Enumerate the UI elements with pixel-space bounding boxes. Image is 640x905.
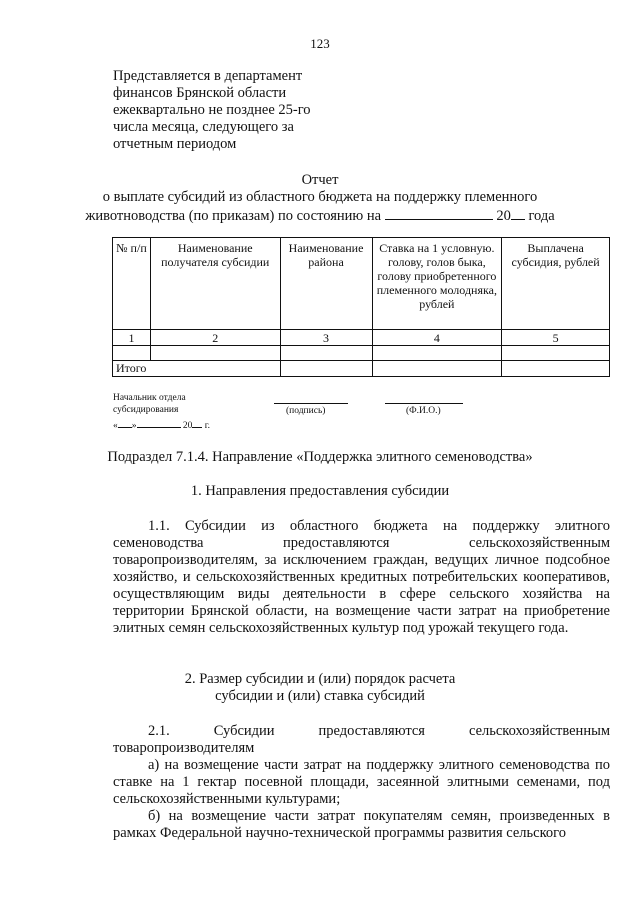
notice-line: ежеквартально не позднее 25-го: [113, 102, 311, 118]
year-blank: [192, 417, 202, 428]
word: поддержку: [472, 518, 540, 534]
date-blank: [385, 206, 493, 220]
word: областного: [289, 518, 359, 534]
date-quote-close: »: [131, 421, 137, 431]
section-2-line-1: [148, 723, 610, 740]
column-number: 4: [372, 330, 502, 346]
word: предоставляются: [283, 535, 390, 551]
item-b: б) на возмещение части затрат покупателям семян, произведенных в рамках Федеральной научно-технической программы развития сельского: [113, 808, 610, 841]
year-blank: [511, 206, 525, 220]
section-1-title: 1. Направления предоставления субсидии: [190, 483, 450, 499]
total-row: [113, 361, 610, 377]
column-header: Ставка на 1 условную. голову, голов быка, голову приобретенного племенного молодняка, рублей: [372, 238, 502, 330]
word: Субсидии: [185, 518, 246, 534]
column-header: Выплачена субсидия, рублей: [502, 238, 610, 330]
report-subtitle-line-2: [0, 206, 640, 225]
subsidy-report-table: [112, 237, 610, 377]
item-a: а) на возмещение части затрат на поддержку элитного семеноводства по ставке на 1 гектар посевной площади, засеянной элитными семенами, под сельскохозяйственными культурами;: [113, 757, 610, 807]
column-number: 5: [502, 330, 610, 346]
empty-cell: [280, 361, 372, 377]
column-number: 3: [280, 330, 372, 346]
empty-cell: [150, 346, 280, 361]
notice-line: Представляется в департамент: [113, 68, 303, 84]
word: на: [442, 518, 458, 534]
date-quote-open: «: [113, 421, 118, 431]
word: семеноводства: [113, 535, 204, 551]
empty-cell: [372, 361, 502, 377]
column-header: Наименование района: [280, 238, 372, 330]
report-title: Отчет: [301, 172, 339, 188]
column-header: № п/п: [113, 238, 151, 330]
name-label: (Ф.И.О.): [406, 406, 441, 416]
word: бюджета: [373, 518, 428, 534]
signature-date: [113, 417, 210, 432]
word: элитного: [554, 518, 610, 534]
subsection-title: Подраздел 7.1.4. Направление «Поддержка элитного семеноводства»: [107, 449, 533, 465]
name-line: [385, 403, 463, 404]
page-number: 123: [310, 36, 330, 51]
month-blank: [137, 417, 181, 428]
word: Субсидии: [213, 723, 275, 739]
section-1-line-1: [148, 518, 610, 535]
date-suffix: г.: [204, 421, 210, 431]
report-subtitle-line-1: о выплате субсидий из областного бюджета на поддержку племенного: [102, 189, 538, 205]
section-2-title-line-1: 2. Размер субсидии и (или) порядок расчета: [184, 671, 456, 687]
report-year-suffix: года: [528, 208, 555, 224]
date-year: 20: [182, 421, 193, 431]
table-header-row: [113, 238, 610, 330]
empty-cell: [502, 346, 610, 361]
total-label: Итого: [113, 361, 281, 377]
word: из: [261, 518, 275, 534]
word: 2.1.: [148, 723, 170, 739]
empty-cell: [372, 346, 502, 361]
column-number: 1: [113, 330, 151, 346]
column-number: 2: [150, 330, 280, 346]
notice-line: финансов Брянской области: [113, 85, 287, 101]
section-2-title-line-2: субсидии и (или) ставка субсидий: [215, 688, 425, 704]
section-1-body: товаропроизводителям, за исключением граждан, ведущих личное подсобное хозяйство, и сельскохозяйственных кредитных потребительских кооперативов, осуществляющим виды деятельности в сфере сельского хозяйства на территории Брянской области, на возмещение части затрат на приобретение элитных семян сельскохозяйственных культур под урожай текущего года.: [113, 552, 610, 636]
notice-line: отчетным периодом: [113, 136, 237, 152]
word: предоставляются: [318, 723, 425, 739]
section-2-line-2: товаропроизводителям: [113, 740, 255, 756]
section-1-line-2: [113, 535, 610, 552]
signature-line: [274, 403, 348, 404]
word: сельскохозяйственным: [468, 723, 610, 739]
empty-cell: [280, 346, 372, 361]
word: сельскохозяйственным: [468, 535, 610, 551]
signer-role-line-2: субсидирования: [113, 405, 179, 415]
signature-label: (подпись): [286, 406, 326, 416]
empty-cell: [113, 346, 151, 361]
day-blank: [118, 417, 132, 428]
table-row: [113, 346, 610, 361]
report-subtitle-prefix: животноводства (по приказам) по состоянию на: [85, 208, 382, 224]
column-header: Наименование получателя субсидии: [150, 238, 280, 330]
notice-line: числа месяца, следующего за: [113, 119, 294, 135]
signer-role-line-1: Начальник отдела: [113, 393, 186, 403]
empty-cell: [502, 361, 610, 377]
submission-notice: [113, 68, 373, 153]
word: 1.1.: [148, 518, 170, 534]
column-number-row: [113, 330, 610, 346]
report-year: 20: [496, 208, 511, 224]
